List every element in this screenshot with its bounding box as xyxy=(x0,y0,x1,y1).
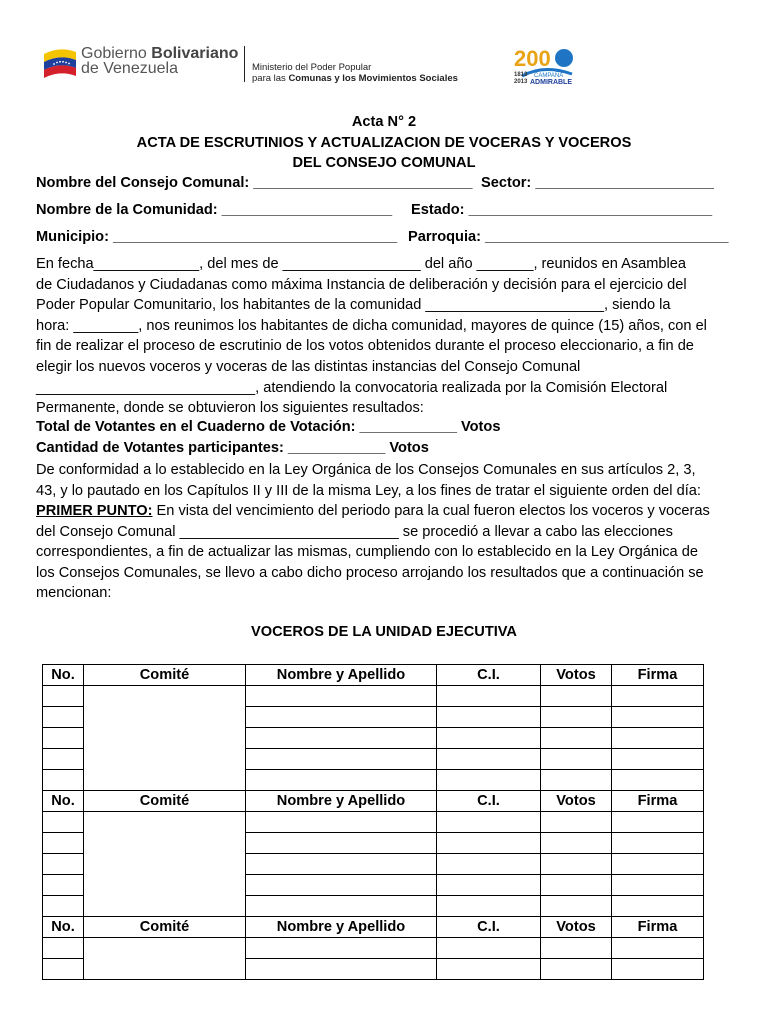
bicentennial-logo xyxy=(512,46,578,86)
table-cell[interactable] xyxy=(84,938,246,980)
table-header-cell: C.I. xyxy=(437,917,541,938)
table-cell[interactable] xyxy=(541,854,612,875)
total-votantes-label: Total de Votantes en el Cuaderno de Votación xyxy=(36,419,351,435)
intro-line: hora: ________, nos reunimos los habitantes de dicha comunidad, mayores de quince (15) años, con el xyxy=(36,317,707,334)
cantidad-votantes-blank: : ____________ Votos xyxy=(279,440,429,456)
table-cell[interactable] xyxy=(612,854,704,875)
document-title xyxy=(0,112,768,174)
title-line2: ACTA DE ESCRUTINIOS Y ACTUALIZACION DE VOCERAS Y VOCEROS xyxy=(136,134,632,151)
table-cell[interactable] xyxy=(612,875,704,896)
table-cell[interactable] xyxy=(246,959,437,980)
table-cell[interactable] xyxy=(612,707,704,728)
conformidad-line: De conformidad a lo establecido en la Ley Orgánica de los Consejos Comunales en sus artículos 2, 3, xyxy=(36,462,696,478)
primer-punto-label: PRIMER PUNTO: xyxy=(36,503,153,519)
table-cell[interactable] xyxy=(246,770,437,791)
primer-punto-line: correspondientes, a fin de actualizar las mismas, cumpliendo con lo establecido en la Ley Orgánica de xyxy=(36,544,698,561)
table-cell[interactable] xyxy=(541,707,612,728)
comunidad-field: Nombre de la Comunidad: _____________________ xyxy=(36,202,393,218)
table-cell[interactable] xyxy=(43,959,84,980)
consejo-field: Nombre del Consejo Comunal: ___________________________ xyxy=(36,175,473,191)
title-line3: DEL CONSEJO COMUNAL xyxy=(292,155,476,171)
table-cell[interactable] xyxy=(541,749,612,770)
government-name xyxy=(81,46,238,76)
table-cell[interactable] xyxy=(43,728,84,749)
table-header-row xyxy=(43,665,704,686)
table-cell[interactable] xyxy=(43,896,84,917)
gov-line2: de Venezuela xyxy=(81,60,178,77)
table-cell[interactable] xyxy=(612,686,704,707)
table-header-cell: No. xyxy=(43,917,84,938)
table-header-cell: C.I. xyxy=(437,791,541,812)
table-cell[interactable] xyxy=(437,875,541,896)
table-cell[interactable] xyxy=(43,812,84,833)
paragraph-intro xyxy=(36,254,732,419)
voceros-table xyxy=(42,664,704,980)
table-row xyxy=(43,938,704,959)
table-header-cell: Votos xyxy=(541,665,612,686)
table-cell[interactable] xyxy=(246,707,437,728)
table-cell[interactable] xyxy=(612,833,704,854)
cantidad-votantes-label: Cantidad de Votantes participantes xyxy=(36,440,280,456)
table-cell[interactable] xyxy=(541,728,612,749)
table-cell[interactable] xyxy=(246,833,437,854)
intro-line: Permanente, donde se obtuvieron los siguientes resultados: xyxy=(36,400,424,417)
table-header-cell: Nombre y Apellido xyxy=(246,917,437,938)
intro-line: En fecha_____________, del mes de _________________ del año _______, reunidos en Asamblea xyxy=(36,256,686,272)
intro-line: ___________________________, atendiendo la convocatoria realizada por la Comisión Electoral xyxy=(36,379,668,396)
table-cell[interactable] xyxy=(246,896,437,917)
primer-punto-line: En vista del vencimiento del periodo para la cual fueron electos los voceros y voceras xyxy=(152,503,710,519)
table-header-row xyxy=(43,917,704,938)
table-header-cell: Nombre y Apellido xyxy=(246,665,437,686)
venezuela-flag-logo xyxy=(42,46,78,80)
table-cell[interactable] xyxy=(437,959,541,980)
bicentennial-year-top: 1813 xyxy=(514,72,528,78)
bicentennial-word1: CAMPAÑA xyxy=(534,73,564,79)
intro-line: elegir los nuevos voceros y voceras de las distintas instancias del Consejo Comunal xyxy=(36,358,581,375)
bicentennial-year-bottom: 2013 xyxy=(514,79,528,85)
table-cell[interactable] xyxy=(246,938,437,959)
table-cell[interactable] xyxy=(84,812,246,917)
gov-line1-a: Gobierno xyxy=(81,45,152,62)
table-cell[interactable] xyxy=(246,854,437,875)
intro-line: Poder Popular Comunitario, los habitantes de la comunidad ______________________, siendo la xyxy=(36,297,671,314)
field-row-comunidad xyxy=(36,202,736,218)
table-cell[interactable] xyxy=(541,812,612,833)
table-header-cell: No. xyxy=(43,791,84,812)
total-votantes-blank: : ____________ Votos xyxy=(350,419,501,435)
table-row xyxy=(43,686,704,707)
primer-punto-line: del Consejo Comunal ___________________________ se procedió a llevar a cabo las elecciones xyxy=(36,523,673,540)
table-cell[interactable] xyxy=(612,728,704,749)
table-cell[interactable] xyxy=(43,854,84,875)
ministry-line1: Ministerio del Poder Popular xyxy=(252,62,372,73)
table-cell[interactable] xyxy=(246,812,437,833)
intro-line: de Ciudadanos y Ciudadanas como máxima Instancia de deliberación y decisión para el ejercicio del xyxy=(36,276,687,293)
ministry-name xyxy=(252,62,458,84)
table-cell[interactable] xyxy=(541,875,612,896)
conformidad-line: 43, y lo pautado en los Capítulos II y III de la misma Ley, a los fines de tratar el siguiente orden del día: xyxy=(36,482,701,499)
table-cell[interactable] xyxy=(612,959,704,980)
sector-field: Sector: ______________________ xyxy=(481,175,714,191)
table-cell[interactable] xyxy=(43,686,84,707)
ministry-line2-a: para las xyxy=(252,73,289,84)
table-cell[interactable] xyxy=(541,833,612,854)
table-cell[interactable] xyxy=(541,686,612,707)
paragraph-conformidad xyxy=(36,460,732,501)
table-header-cell: No. xyxy=(43,665,84,686)
section-title: VOCEROS DE LA UNIDAD EJECUTIVA xyxy=(251,624,517,640)
table-cell[interactable] xyxy=(437,833,541,854)
header-divider xyxy=(244,46,245,82)
table-header-cell: Comité xyxy=(84,665,246,686)
table-cell[interactable] xyxy=(84,686,246,791)
table-cell[interactable] xyxy=(437,938,541,959)
parroquia-field: Parroquia: ______________________________ xyxy=(408,229,729,245)
table-cell[interactable] xyxy=(43,707,84,728)
cantidad-votantes xyxy=(36,440,429,456)
table-cell[interactable] xyxy=(246,728,437,749)
table-cell[interactable] xyxy=(43,833,84,854)
table-cell[interactable] xyxy=(437,854,541,875)
table-cell[interactable] xyxy=(612,770,704,791)
table-row xyxy=(43,812,704,833)
primer-punto-line: mencionan: xyxy=(36,585,112,602)
table-cell[interactable] xyxy=(246,686,437,707)
paragraph-primer-punto xyxy=(36,501,732,604)
table-cell[interactable] xyxy=(541,959,612,980)
table-cell[interactable] xyxy=(437,812,541,833)
field-row-consejo xyxy=(36,175,736,191)
table-cell[interactable] xyxy=(541,770,612,791)
table-cell[interactable] xyxy=(437,896,541,917)
table-cell[interactable] xyxy=(246,875,437,896)
table-header-cell: C.I. xyxy=(437,665,541,686)
table-cell[interactable] xyxy=(612,812,704,833)
table-cell[interactable] xyxy=(612,749,704,770)
table-cell[interactable] xyxy=(437,686,541,707)
table-header-cell: Comité xyxy=(84,791,246,812)
title-line1: Acta N° 2 xyxy=(351,114,417,130)
total-votantes xyxy=(36,419,500,435)
table-header-cell: Votos xyxy=(541,791,612,812)
table-cell[interactable] xyxy=(612,896,704,917)
table-cell[interactable] xyxy=(437,770,541,791)
municipio-field: Municipio: ___________________________________ xyxy=(36,229,398,245)
table-cell[interactable] xyxy=(612,938,704,959)
table-header-cell: Firma xyxy=(612,917,704,938)
table-header-cell: Comité xyxy=(84,917,246,938)
table-cell[interactable] xyxy=(541,896,612,917)
table-cell[interactable] xyxy=(43,938,84,959)
table-header-cell: Firma xyxy=(612,791,704,812)
bicentennial-number: 200 xyxy=(514,46,551,71)
table-cell[interactable] xyxy=(246,749,437,770)
table-cell[interactable] xyxy=(437,707,541,728)
table-cell[interactable] xyxy=(43,749,84,770)
intro-line: fin de realizar el proceso de escrutinio de los votos obtenidos durante el proceso eleccionario, a fin de xyxy=(36,338,694,355)
table-cell[interactable] xyxy=(43,875,84,896)
table-header-cell: Votos xyxy=(541,917,612,938)
ministry-line2-b: Comunas y los Movimientos Sociales xyxy=(288,73,458,84)
gov-line1-b: Bolivariano xyxy=(151,45,239,62)
field-row-municipio xyxy=(36,229,736,245)
table-cell[interactable] xyxy=(437,749,541,770)
estado-field: Estado: ______________________________ xyxy=(411,202,713,218)
table-cell[interactable] xyxy=(43,770,84,791)
table-cell[interactable] xyxy=(437,728,541,749)
table-cell[interactable] xyxy=(541,938,612,959)
table-header-cell: Nombre y Apellido xyxy=(246,791,437,812)
table-header-cell: Firma xyxy=(612,665,704,686)
table-header-row xyxy=(43,791,704,812)
primer-punto-line: los Consejos Comunales, se llevo a cabo dicho proceso arrojando los resultados que a continuación se xyxy=(36,564,704,581)
bicentennial-word2: ADMIRABLE xyxy=(530,79,572,86)
